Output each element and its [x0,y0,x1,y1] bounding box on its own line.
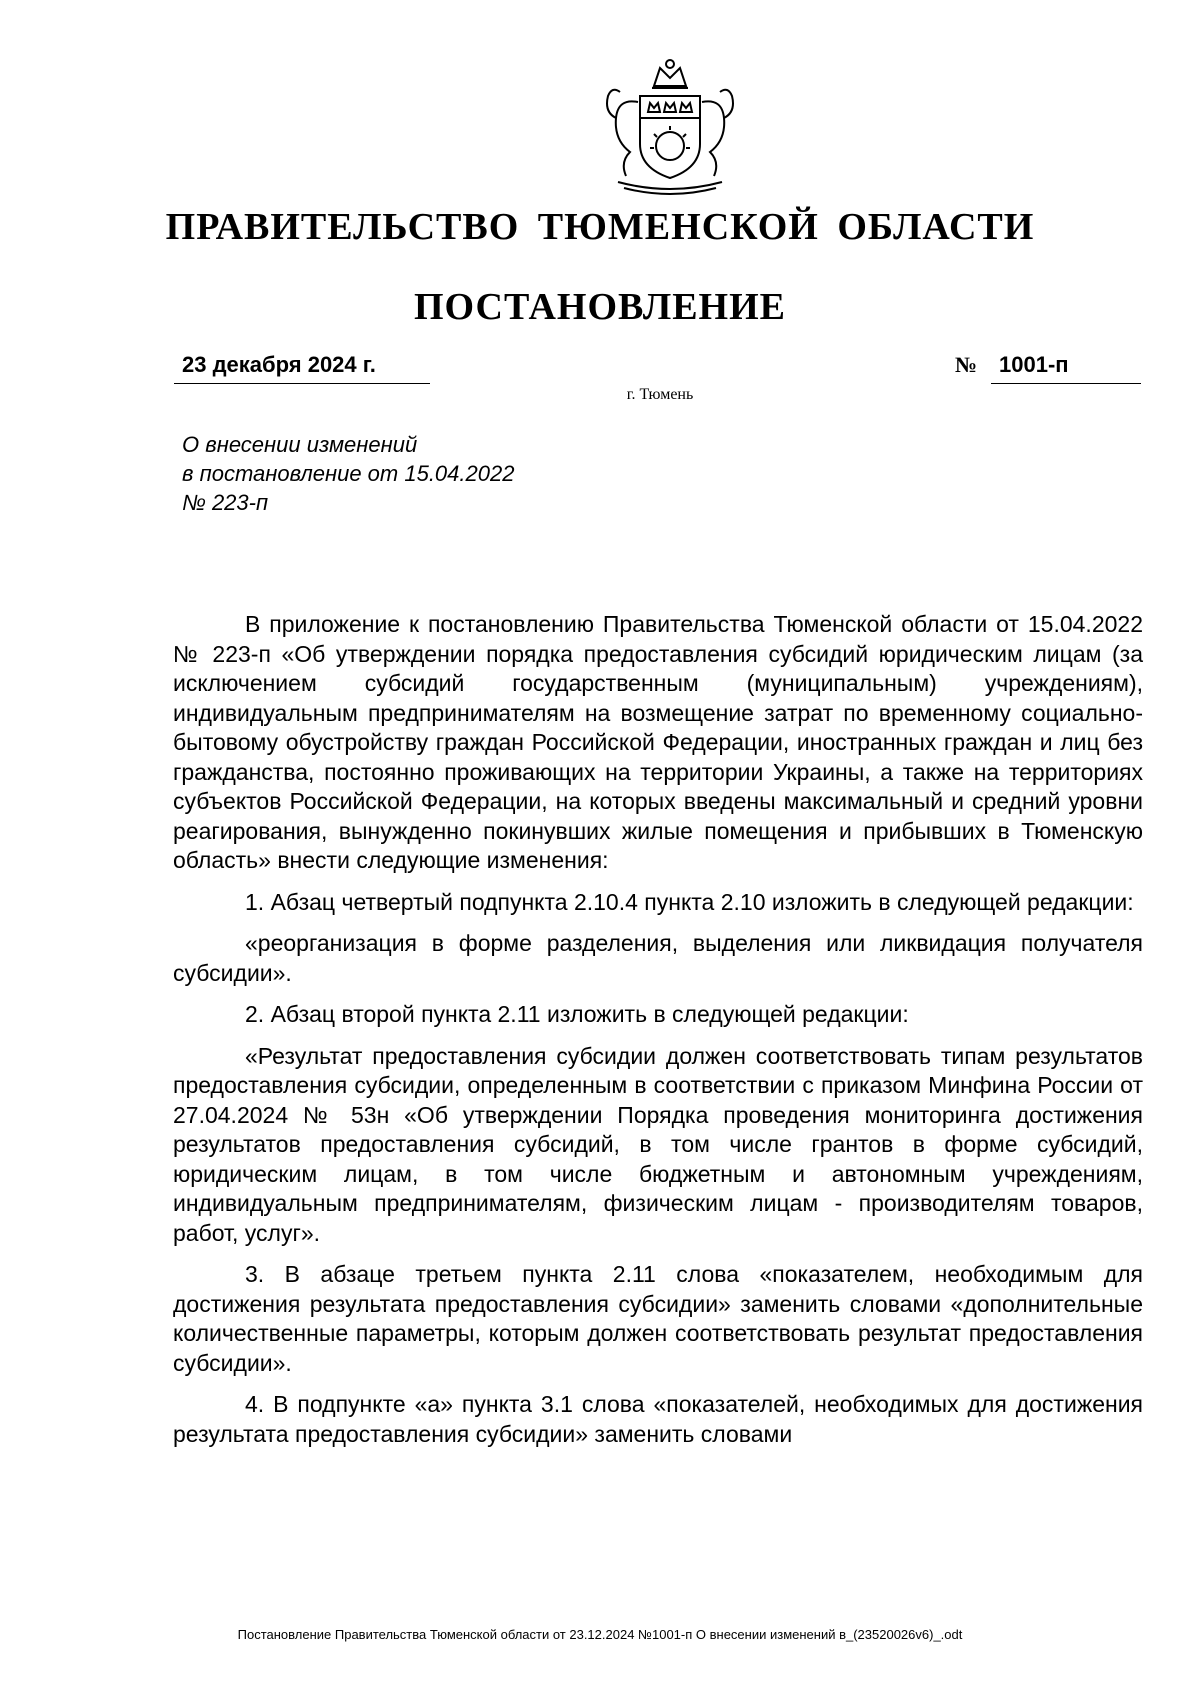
body-paragraph: 1. Абзац четвертый подпункта 2.10.4 пункта 2.10 изложить в следующей редакции: [245,888,1134,915]
document-number: 1001-п [991,352,1141,384]
coat-of-arms-icon [590,56,750,196]
body-paragraph: В приложение к постановлению Правительства Тюменской области от 15.04.2022 № 223-п «Об утверждении порядка предоставления субсидий юридическим лицам (за исключением субсидий государственным (муниципальным) учреждениям), индивидуальным предпринимателям на возмещение затрат по временному социально-бытовому обустройству граждан Российской Федерации, иностранных граждан и лиц без гражданства, постоянно проживающих на территории Украины, а также на территориях субъектов Российской Федерации, на которых введены максимальный и средний уровни реагирования, вынужденно покинувших жилые помещения и прибывших в Тюменскую область» внести следующие изменения: [173,611,1143,873]
body-paragraph: «реорганизация в форме разделения, выделения или ликвидация получателя субсидии». [173,930,1143,986]
page-footer: Постановление Правительства Тюменской области от 23.12.2024 №1001-п О внесении изменений в_(23520026v6)_.odt [237,1627,963,1642]
organization-title: ПРАВИТЕЛЬСТВО ТЮМЕНСКОЙ ОБЛАСТИ [165,206,1035,248]
body-paragraph: 4. В подпункте «а» пункта 3.1 слова «показателей, необходимых для достижения результата предоставления субсидии» заменить словами [173,1391,1143,1447]
document-date: 23 декабря 2024 г. [174,352,430,384]
body-paragraph: 3. В абзаце третьем пункта 2.11 слова «показателем, необходимым для достижения результата предоставления субсидии» заменить словами «дополнительные количественные параметры, которым должен соответствовать результат предоставления субсидии». [173,1261,1143,1376]
subject-line: № 223-п [182,490,269,515]
document-type-heading: ПОСТАНОВЛЕНИЕ [413,286,787,328]
document-number-field [955,352,1140,384]
document-body [173,610,1143,1461]
body-paragraph: 2. Абзац второй пункта 2.11 изложить в следующей редакции: [245,1001,909,1027]
document-city: г. Тюмень [626,386,694,403]
number-sign: № [955,352,978,377]
document-subject [182,430,682,517]
subject-line: в постановление от 15.04.2022 [182,461,515,486]
subject-line: О внесении изменений [182,432,418,457]
body-paragraph: «Результат предоставления субсидии должен соответствовать типам результатов предоставления субсидии, определенным в соответствии с приказом Минфина России от 27.04.2024 № 53н «Об утверждении Порядка проведения мониторинга достижения результатов предоставления субсидий, в том числе грантов в форме субсидий, юридическим лицам, в том числе бюджетным и автономным учреждениям, индивидуальным предпринимателям, физическим лицам - производителям товаров, работ, услуг». [173,1042,1143,1246]
